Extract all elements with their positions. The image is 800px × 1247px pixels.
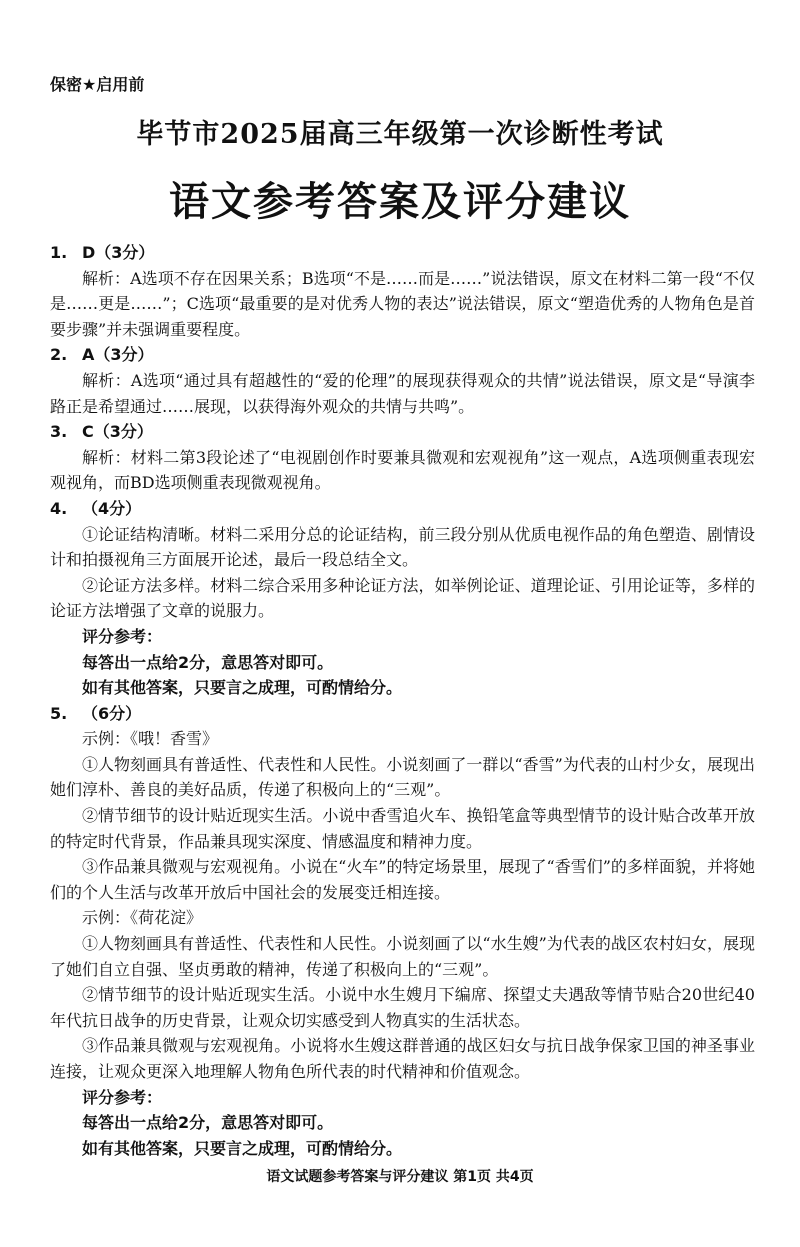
scoring-rule: 如有其他答案，只要言之成理，可酌情给分。 bbox=[82, 1138, 403, 1158]
question-heading bbox=[50, 701, 755, 727]
answer-paragraph: ①人物刻画具有普适性、代表性和人民性。小说刻画了一群以“香雪”为代表的山村少女，展现出她们淳朴、善良的美好品质，传递了积极向上的“三观”。 bbox=[50, 754, 755, 800]
question-heading bbox=[50, 496, 755, 522]
document-title: 语文参考答案及评分建议 bbox=[169, 178, 631, 225]
analysis-paragraph: 解析：A选项“通过具有超越性的“爱的伦理”的展现获得观众的共情”说法错误，原文是“导演李路正是希望通过……展现，以获得海外观众的共情与共鸣”。 bbox=[50, 370, 755, 416]
question-heading bbox=[50, 342, 755, 368]
answer-paragraph: ①人物刻画具有普适性、代表性和人民性。小说刻画了以“水生嫂”为代表的战区农村妇女，展现了她们自立自强、坚贞勇敢的精神，传递了积极向上的“三观”。 bbox=[50, 934, 755, 979]
analysis-paragraph: 解析：A选项不存在因果关系；B选项“不是……而是……”说法错误，原文在材料二第一段“不仅是……更是……”；C选项“最重要的是对优秀人物的表达”说法错误，原文“塑造优秀的人物角色是首要步骤”并未强调重要程度。 bbox=[50, 268, 755, 339]
question-2 bbox=[50, 342, 755, 419]
question-answer: （6分） bbox=[82, 703, 142, 723]
answer-paragraph: ③作品兼具微观与宏观视角。小说将水生嫂这群普通的战区妇女与抗日战争保家卫国的神圣事业连接，让观众更深入地理解人物角色所代表的时代精神和价值观念。 bbox=[50, 1036, 755, 1081]
question-answer: （4分） bbox=[82, 498, 142, 518]
question-answer: A（3分） bbox=[82, 345, 154, 365]
scoring-rule: 每答出一点给2分，意思答对即可。 bbox=[82, 652, 334, 672]
exam-title: 毕节市2025届高三年级第一次诊断性考试 bbox=[136, 119, 664, 150]
question-1 bbox=[50, 240, 755, 342]
question-5 bbox=[50, 701, 755, 1162]
question-heading bbox=[50, 240, 755, 266]
question-answer: D（3分） bbox=[82, 243, 155, 262]
question-heading bbox=[50, 419, 755, 445]
question-number: 4. bbox=[50, 498, 68, 518]
scoring-label: 评分参考： bbox=[82, 1087, 163, 1107]
analysis-paragraph: 解析：材料二第3段论述了“电视剧创作时要兼具微观和宏观视角”这一观点，A选项侧重表现宏观视角，而BD选项侧重表现微观视角。 bbox=[50, 447, 755, 493]
answer-content bbox=[50, 240, 755, 1161]
answer-paragraph: ②论证方法多样。材料二综合采用多种论证方法，如举例论证、道理论证、引用论证等，多样的论证方法增强了文章的说服力。 bbox=[50, 575, 755, 621]
answer-paragraph: ③作品兼具微观与宏观视角。小说在“火车”的特定场景里，展现了“香雪们”的多样面貌，并将她们的个人生活与改革开放后中国社会的发展变迁相连接。 bbox=[50, 857, 755, 902]
confidential-label: 保密★启用前 bbox=[50, 75, 145, 94]
question-number: 2. bbox=[50, 345, 68, 365]
page-footer: 语文试题参考答案与评分建议 第1页 共4页 bbox=[266, 1169, 534, 1185]
question-number: 5. bbox=[50, 703, 68, 723]
answer-paragraph: ①论证结构清晰。材料二采用分总的论证结构，前三段分别从优质电视作品的角色塑造、剧情设计和拍摄视角三方面展开论述，最后一段总结全文。 bbox=[50, 524, 755, 570]
answer-paragraph: ②情节细节的设计贴近现实生活。小说中水生嫂月下编席、探望丈夫遇敌等情节贴合20世纪40年代抗日战争的历史背景，让观众切实感受到人物真实的生活状态。 bbox=[50, 985, 755, 1030]
scoring-rule: 每答出一点给2分，意思答对即可。 bbox=[82, 1113, 334, 1133]
scoring-label: 评分参考： bbox=[82, 626, 163, 646]
question-number: 1. bbox=[50, 243, 68, 262]
answer-paragraph: ②情节细节的设计贴近现实生活。小说中香雪追火车、换铅笔盒等典型情节的设计贴合改革开放的特定时代背景，作品兼具现实深度、情感温度和精神力度。 bbox=[50, 806, 755, 851]
question-3 bbox=[50, 419, 755, 496]
scoring-rule: 如有其他答案，只要言之成理，可酌情给分。 bbox=[82, 678, 403, 698]
question-answer: C（3分） bbox=[82, 422, 153, 442]
example-label: 示例：《荷花淀》 bbox=[82, 908, 203, 928]
question-4 bbox=[50, 496, 755, 701]
question-number: 3. bbox=[50, 422, 68, 442]
example-label: 示例：《哦！香雪》 bbox=[82, 729, 219, 749]
